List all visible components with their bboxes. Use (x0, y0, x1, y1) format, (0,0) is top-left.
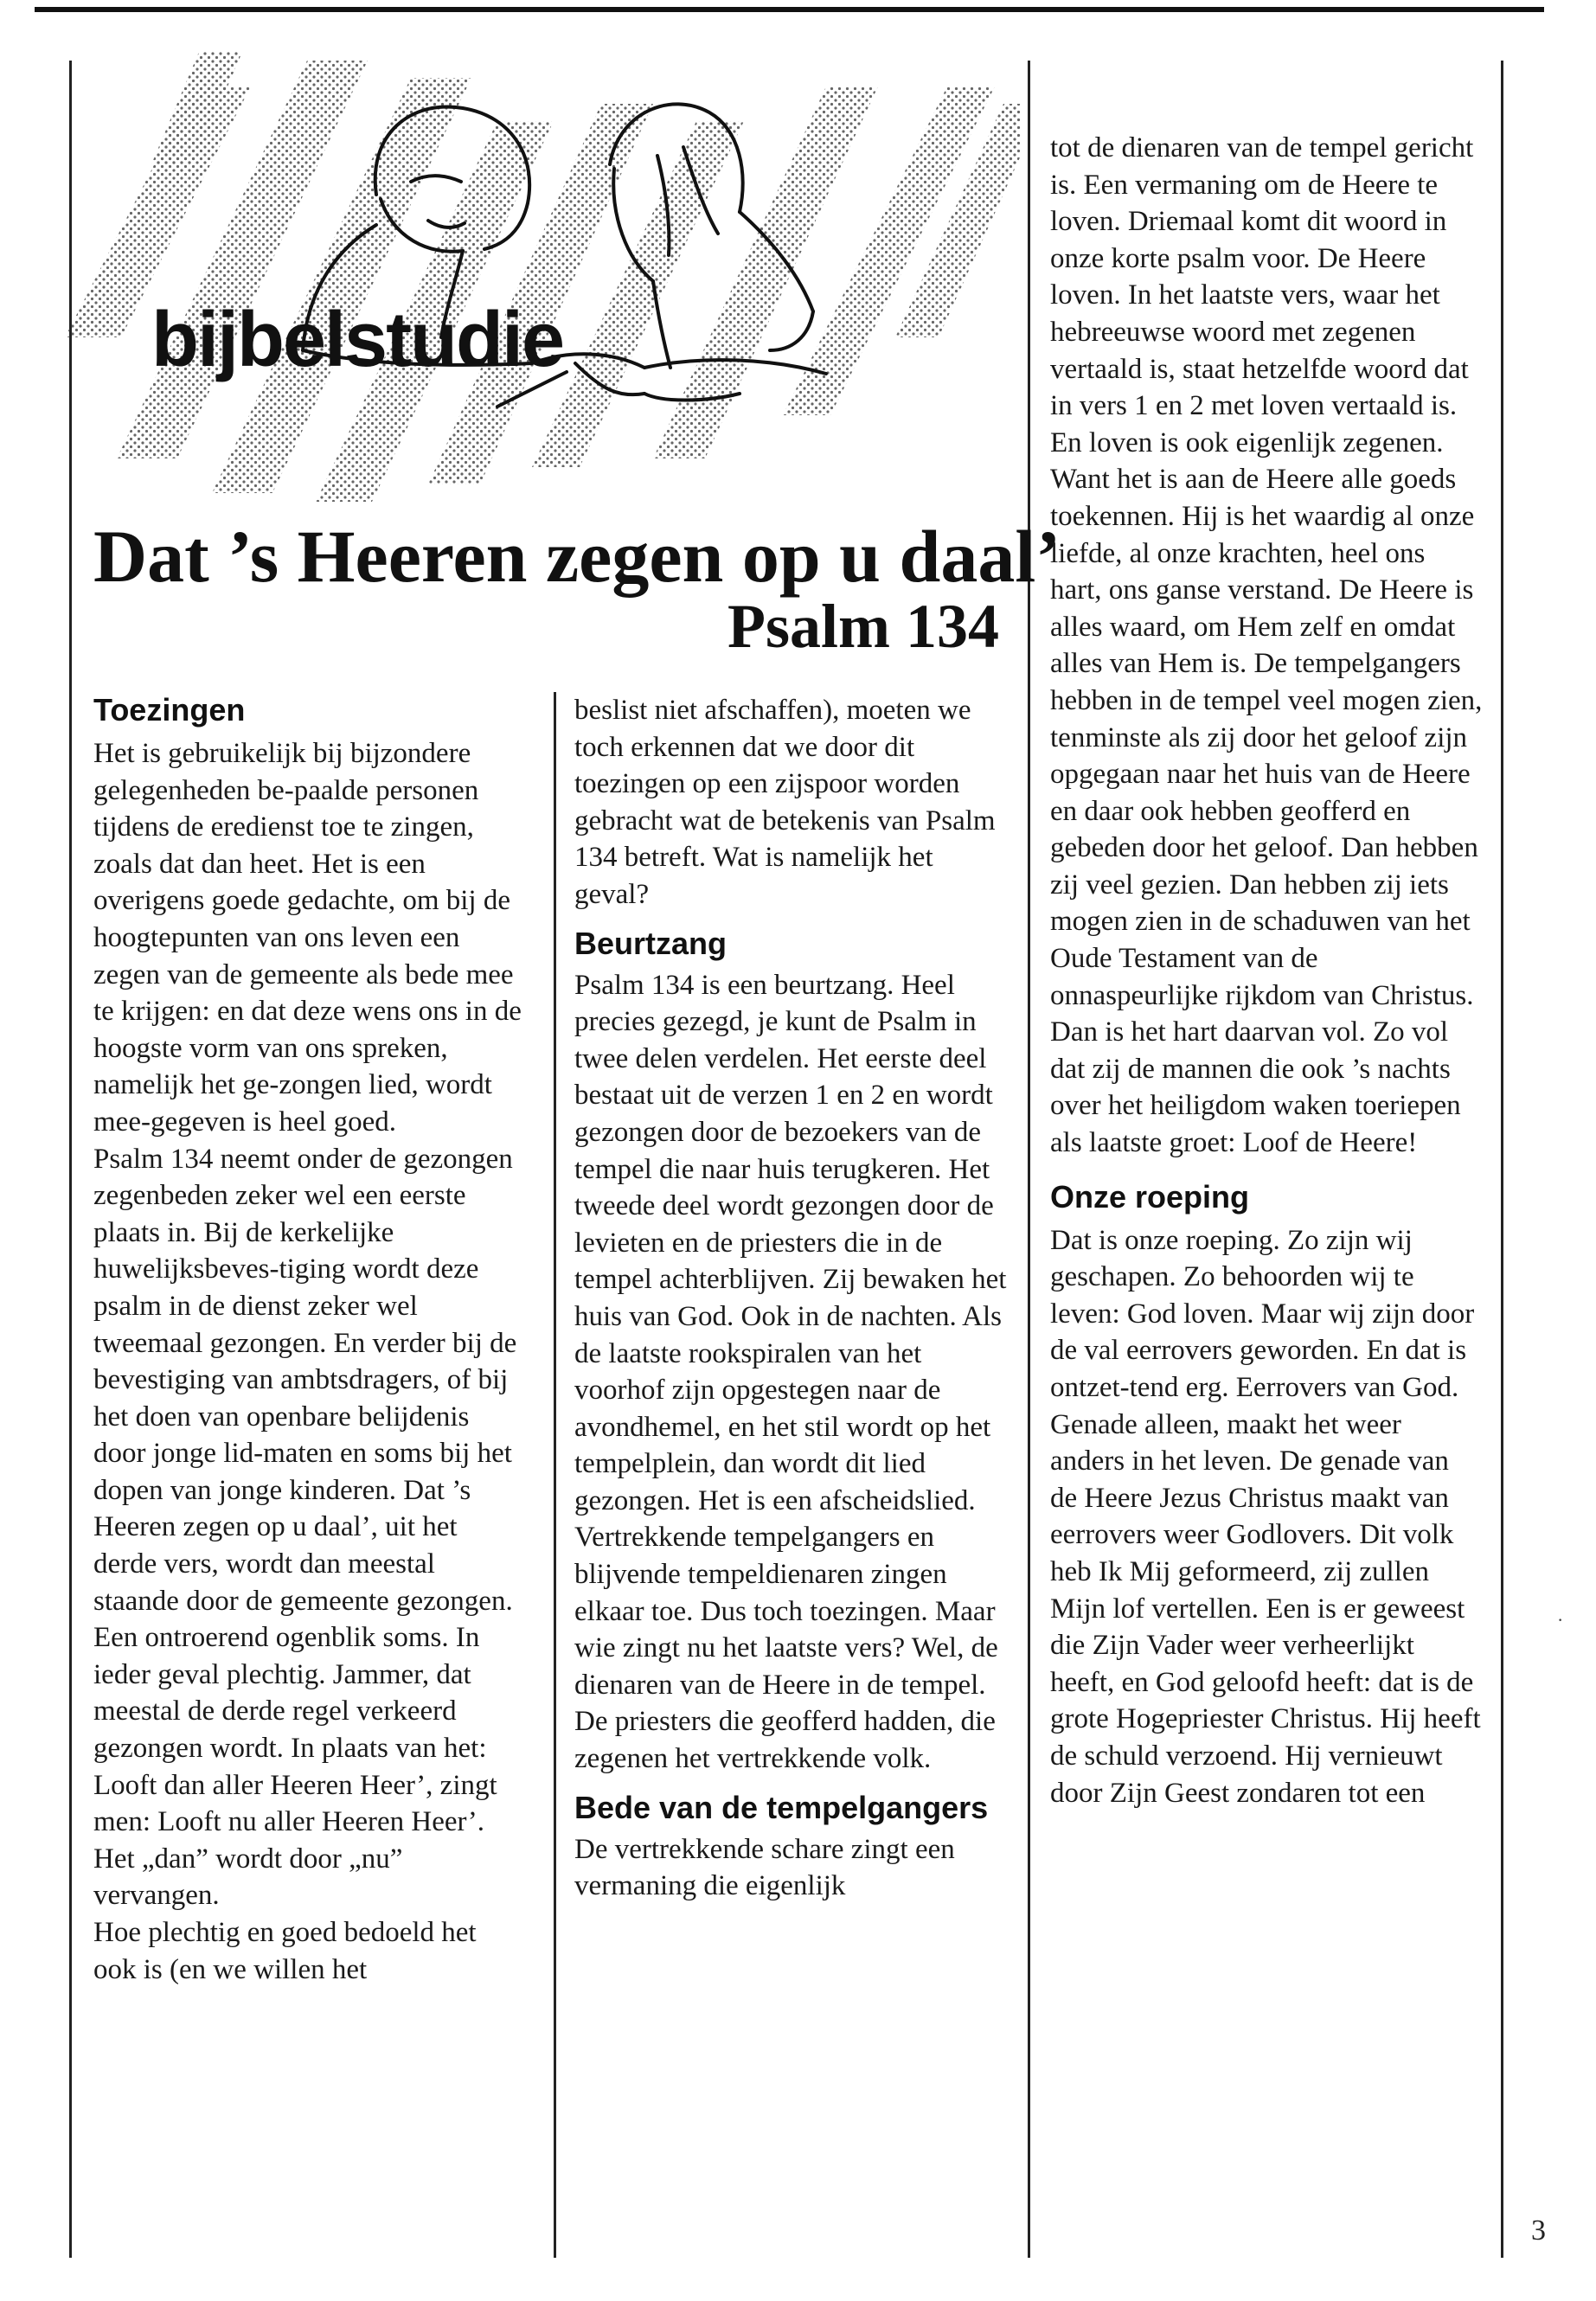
scan-speck: · (1557, 1609, 1564, 1631)
bible-study-illustration (48, 52, 1021, 519)
paragraph: Dat is onze roeping. Zo zijn wij geschapen. Zo behoorden wij te leven: God loven. Maar wij zijn door de val eerrovers geworden. En dat is ontzet-tend erg. Eerrovers van God. Genade alleen, maakt het weer anders in het leven. De genade van de Heere Jezus Christus maakt van eerrovers weer Godlovers. Dit volk heb Ik Mij geformeerd, zij zullen Mijn lof vertellen. Een is er geweest die Zijn Vader weer verheerlijkt heeft, en God geloofd heeft: dat is de grote Hogepriester Christus. Hij heeft de schuld verzoend. Hij vernieuwt door Zijn Geest zondaren tot een (1050, 1224, 1481, 1809)
column-3 (1050, 130, 1483, 1811)
gutter-rule-2 (1028, 61, 1030, 2258)
top-rule (35, 7, 1544, 12)
column-2 (574, 692, 1007, 1905)
heading-onze-roeping: Onze roeping (1050, 1178, 1250, 1215)
paragraph: Hoe plechtig en goed bedoeld het ook is (en we willen het (93, 1917, 477, 1985)
paragraph: beslist niet afschaffen), moeten we toch erkennen dat we door dit toezingen op een zijspoor worden gebracht wat de betekenis van Psalm 134 betreft. Wat is namelijk het geval? (574, 695, 996, 910)
right-column-rule (1501, 61, 1503, 2258)
gutter-rule-1 (554, 692, 556, 2258)
heading-beurtzang: Beurtzang (574, 925, 727, 961)
paragraph: Psalm 134 neemt onder de gezongen zegenbeden zeker wel een eerste plaats in. Bij de kerkelijke huwelijksbeves-tiging wordt deze psalm in de dienst zeker wel tweemaal gezongen. En verder bij de bevestiging van ambtsdragers, of bij het doen van openbare belijdenis door jonge lid-maten en soms bij het dopen van jonge kinderen. Dat ’s Heeren zegen op u daal’, uit het derde vers, wordt dan meestal staande door de gemeente gezongen. Een ontroerend ogenblik soms. In ieder geval plechtig. Jammer, dat meestal de derde regel verkeerd gezongen wordt. In plaats van het: Looft dan aller Heeren Heer’, zingt men: Looft nu aller Heeren Heer’. Het „dan” wordt door „nu” vervangen. (93, 1143, 517, 1912)
paragraph: tot de dienaren van de tempel gericht is. Een vermaning om de Heere te loven. Driemaal komt dit woord in onze korte psalm voor. De Heere loven. In het laatste vers, waar het hebreeuwse woord met zegenen vertaald is, staat hetzelfde woord dat in vers 1 en 2 met loven vertaald is. En loven is ook eigenlijk zegenen. Want het is aan de Heere alle goeds toekennen. Hij is het waardig al onze liefde, al onze krachten, heel ons hart, ons ganse verstand. De Heere is alles waard, om Hem zelf en omdat alles van Hem is. De tempelgangers hebben in de tempel veel mogen zien, tenminste als zij door het geloof zijn opgegaan naar het huis van de Heere en daar ook hebben geofferd en gebeden door het geloof. Dan hebben zij veel gezien. Dan hebben zij iets mogen zien in de schaduwen van het Oude Testament van de onnaspeurlijke rijkdom van Christus. Dan is het hart daarvan vol. Zo vol dat zij de mannen die ook ’s nachts over het heiligdom waken toeriepen als laatste groet: Loof de Heere! (1050, 132, 1483, 1159)
halftone-stripes (65, 52, 1021, 502)
article-title: Dat ’s Heeren zegen op u daal’ (93, 515, 1061, 598)
section-kicker: bijbelstudie (151, 297, 564, 383)
paragraph: De vertrekkende schare zingt een vermaning die eigenlijk (574, 1833, 955, 1902)
page-number: 3 (1531, 2214, 1546, 2247)
paragraph: Psalm 134 is een beurtzang. Heel precies gezegd, je kunt de Psalm in twee delen verdelen. Het eerste deel bestaat uit de verzen 1 en 2 en wordt gezongen door de bezoekers van de tempel die naar huis terugkeren. Het tweede deel wordt gezongen door de levieten en de priesters die in de tempel achterblijven. Zij bewaken het huis van God. Ook in de nachten. Als de laatste rookspiralen van het voorhof zijn opgestegen naar de avondhemel, en het stil wordt op het tempelplein, dan wordt dit lied gezongen. Het is een afscheidslied. Vertrekkende tempelgangers en blijvende tempeldienaren zingen elkaar toe. Dus toch toezingen. Maar wie zingt nu het laatste vers? Wel, de dienaren van de Heere in de tempel. De priesters die geofferd hadden, die zegenen het vertrekkende volk. (574, 969, 1007, 1775)
paragraph: Het is gebruikelijk bij bijzondere gelegenheden be-paalde personen tijdens de eredienst toe te zingen, zoals dat dan heet. Het is een overigens goede gedachte, om bij de hoogtepunten van ons leven een zegen van de gemeente als bede mee te krijgen: en dat deze wens ons in de hoogste vorm van ons spreken, namelijk het ge-zongen lied, wordt mee-gegeven is heel goed. (93, 738, 522, 1138)
heading-bede-van-de-tempelgangers: Bede van de tempelgangers (574, 1789, 989, 1825)
column-1 (93, 692, 522, 1988)
heading-toezingen: Toezingen (93, 692, 246, 727)
article-subtitle: Psalm 134 (727, 592, 999, 661)
